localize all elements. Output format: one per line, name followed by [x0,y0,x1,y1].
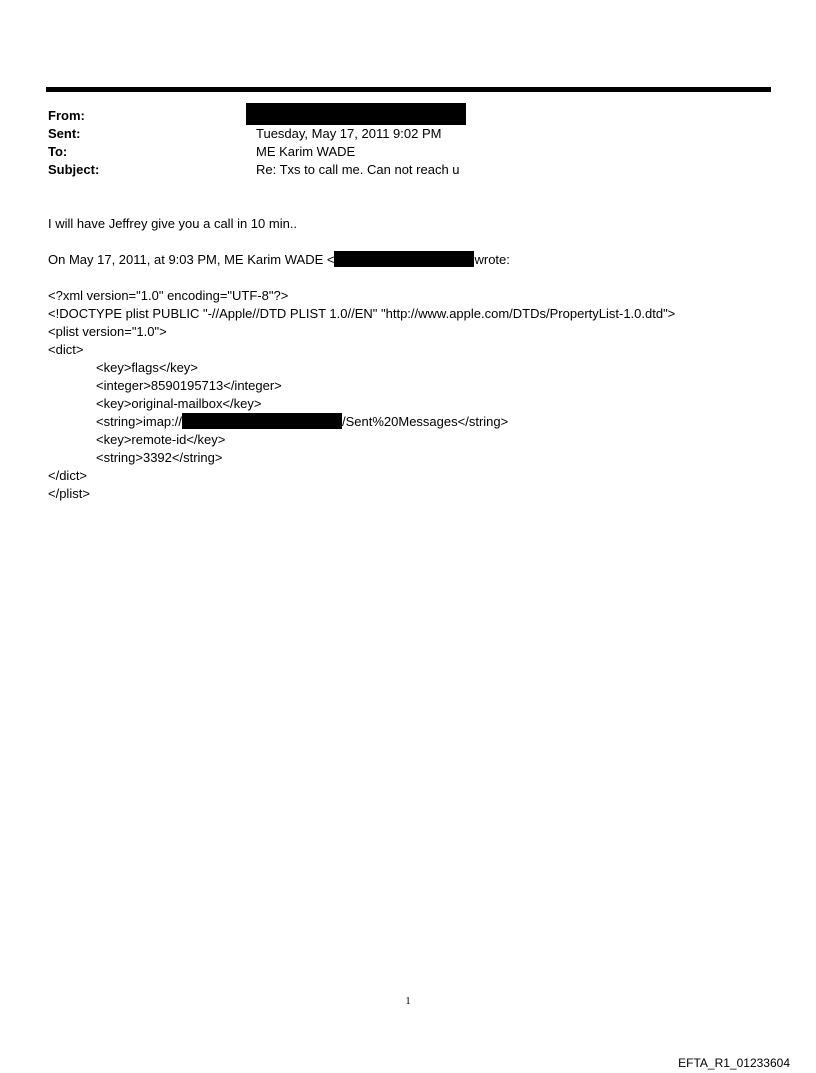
imap-suffix: /Sent%20Messages</string> [342,414,509,429]
quote-suffix: wrote: [474,252,510,267]
quote-prefix: On May 17, 2011, at 9:03 PM, ME Karim WADE < [48,252,335,267]
from-redaction [246,103,466,125]
xml-plist-close: </plist> [48,486,90,501]
xml-dict-close: </dict> [48,468,88,483]
page-number: 1 [405,995,411,1007]
imap-redaction [182,413,342,429]
xml-key-flags: <key>flags</key> [96,360,198,375]
subject-value: Re: Txs to call me. Can not reach u [256,162,460,177]
to-label: To: [48,144,68,159]
message-line: I will have Jeffrey give you a call in 10 min.. [48,216,298,231]
xml-integer: <integer>8590195713</integer> [96,378,282,393]
xml-key-mailbox: <key>original-mailbox</key> [96,396,262,411]
xml-string-remote-id: <string>3392</string> [96,450,223,465]
sent-label: Sent: [48,126,81,141]
header-rule [46,87,771,92]
xml-key-remote-id: <key>remote-id</key> [96,432,226,447]
xml-dict-open: <dict> [48,342,84,357]
to-value: ME Karim WADE [256,144,356,159]
xml-doctype: <!DOCTYPE plist PUBLIC "-//Apple//DTD PLIST 1.0//EN" "http://www.apple.com/DTDs/PropertyList-1.0.dtd"> [48,306,676,321]
xml-plist-open: <plist version="1.0"> [48,324,167,339]
subject-label: Subject: [48,162,100,177]
imap-prefix: <string>imap:// [96,414,182,429]
sent-value: Tuesday, May 17, 2011 9:02 PM [256,126,442,141]
xml-declaration: <?xml version="1.0" encoding="UTF-8"?> [48,288,289,303]
xml-string-imap [96,413,508,430]
email-redaction [334,251,474,267]
from-label: From: [48,108,85,123]
quote-header [48,251,510,268]
document-id: EFTA_R1_01233604 [678,1056,790,1070]
